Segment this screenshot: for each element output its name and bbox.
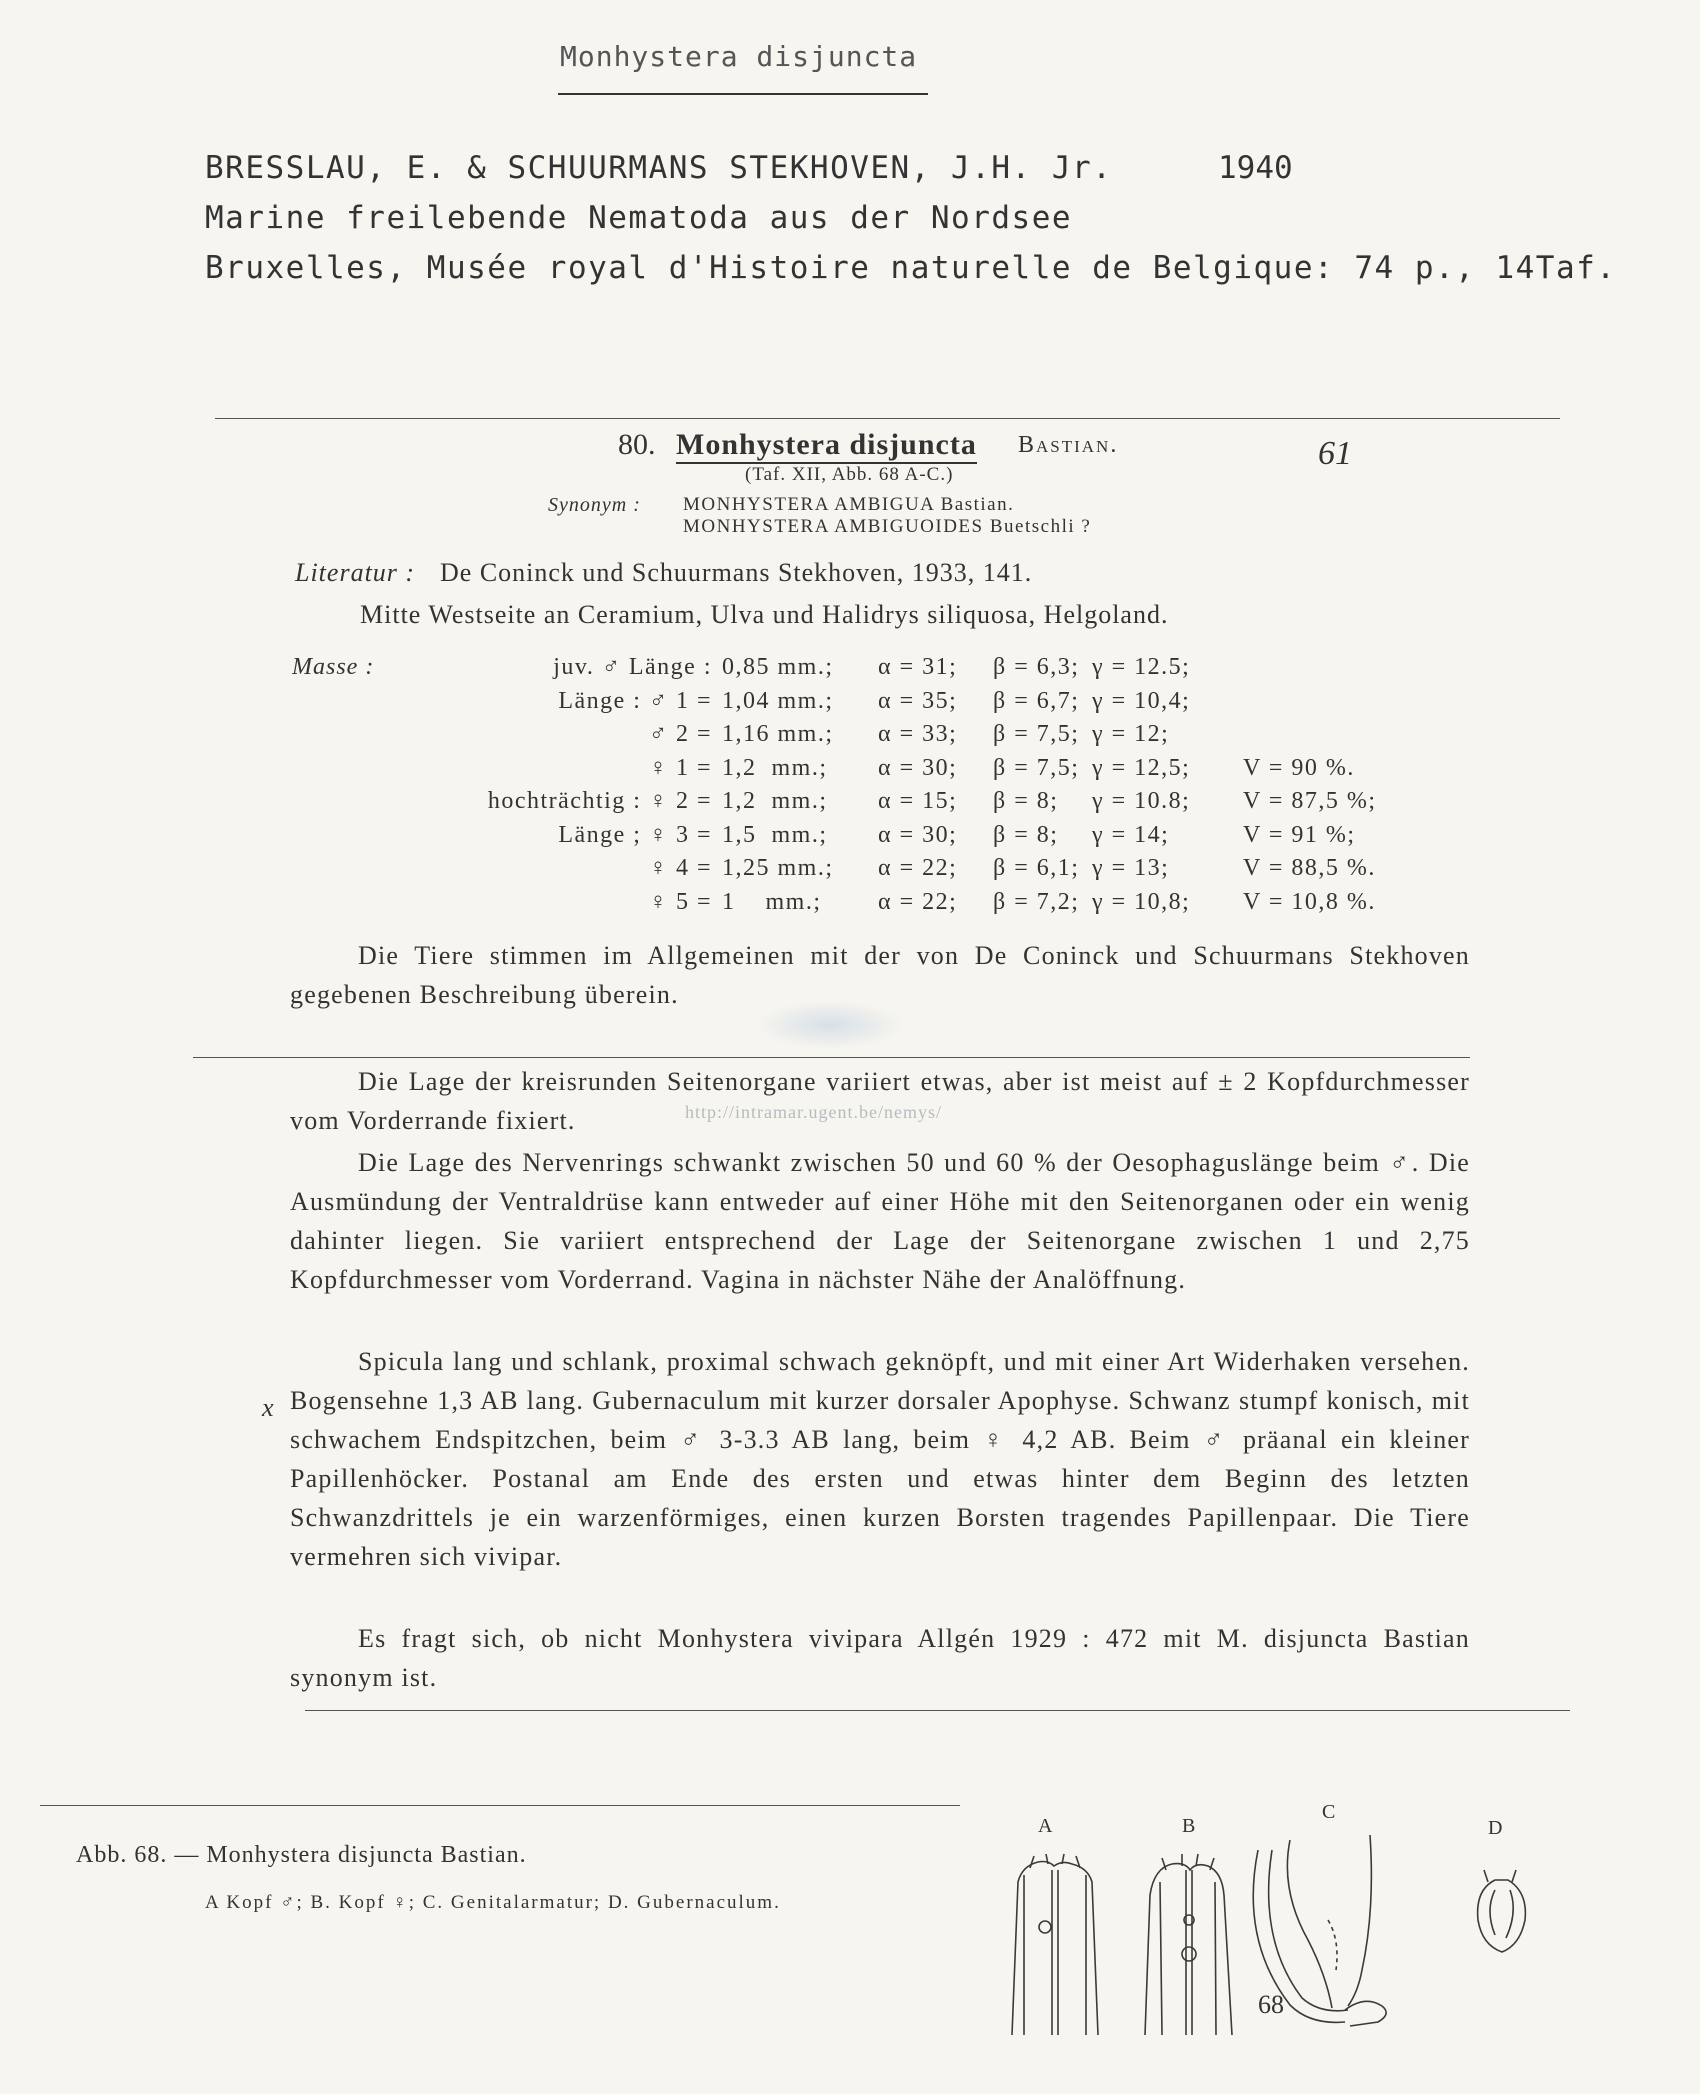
measurement-gamma: γ = 12.5; [1092, 654, 1191, 680]
literature-reference: De Coninck und Schuurmans Stekhoven, 1933, 141. [440, 558, 1033, 587]
measurement-beta: β = 8; [993, 821, 1059, 848]
paragraph-text: Es fragt sich, ob nicht Monhystera vivipara Allgén 1929 : 472 mit M. disjuncta Bastian synonym ist. [290, 1624, 1470, 1692]
clipping-top-rule [215, 418, 1560, 419]
measurement-gamma: γ = 12; [1092, 721, 1170, 747]
measurement-gamma: γ = 10,8; [1092, 888, 1191, 915]
measurement-beta: β = 8; [993, 788, 1059, 814]
measurement-alpha: α = 31; [878, 654, 958, 680]
measurement-prefix: juv. ♂ Länge : [553, 654, 712, 680]
species-name: Monhystera disjuncta [676, 428, 977, 464]
figure-label-d: D [1488, 1817, 1503, 1839]
measurement-prefix: ♂ 2 = [648, 721, 712, 747]
paragraph-text: Die Lage der kreisrunden Seitenorgane variiert etwas, aber ist meist auf ± 2 Kopfdurchmesser vom Vorderrande fixiert. [290, 1067, 1470, 1135]
measurement-length: 1,25 mm.; [722, 855, 834, 881]
watermark-logo [755, 1000, 905, 1050]
figure-subcaption: A Kopf ♂; B. Kopf ♀; C. Genitalarmatur; D. Gubernaculum. [205, 1892, 781, 1913]
measurement-beta: β = 7,5; [993, 754, 1080, 781]
card-title: Monhystera disjuncta [560, 40, 918, 73]
measurement-prefix: Länge ; ♀ 3 = [558, 821, 712, 848]
measurement-alpha: α = 35; [878, 687, 958, 714]
measurement-alpha: α = 30; [878, 821, 958, 848]
measurement-length: 1,2 mm.; [722, 788, 828, 814]
figure-b-head-female-drawing [1145, 1854, 1232, 2035]
reference-title: Marine freilebende Nematoda aus der Nordsee [205, 200, 1073, 236]
card-title-underline [558, 93, 928, 95]
measurement-length: 1,2 mm.; [722, 754, 828, 781]
synonym-label: Synonym : [548, 494, 641, 516]
measurement-gamma: γ = 10,4; [1092, 687, 1191, 714]
paragraph-text: Spicula lang und schlank, proximal schwach geknöpft, und mit einer Art Widerhaken versehen. Bogensehne 1,3 AB lang. Gubernaculum mit kurzer dorsaler Apophyse. Schwanz stumpf konisch, mit schwachem Endspitzchen, beim ♂ 3-3.3 AB lang, beim ♀ 4,2 AB. Beim ♂ präanal ein kleiner Papillenhöcker. Postanal am Ende des ersten und etwas hinter dem Beginn des letzten Schwanzdrittels je ein warzenförmiges, einen kurzen Borsten tragendes Papillenpaar. Die Tiere vermehren sich vivipar. [290, 1347, 1470, 1571]
figure-label-b: B [1182, 1815, 1196, 1837]
paragraph-synonymy [290, 1619, 1470, 1697]
measurement-prefix: hochträchtig : ♀ 2 = [487, 788, 712, 814]
locality-text: Mitte Westseite an Ceramium, Ulva und Halidrys siliquosa, Helgoland. [360, 600, 1169, 629]
measurement-beta: β = 6,7; [993, 687, 1080, 714]
measurement-gamma: γ = 10.8; [1092, 788, 1191, 814]
measurement-vulva: V = 10,8 %. [1243, 888, 1376, 915]
synonym-item: MONHYSTERA AMBIGUA Bastian. [683, 494, 1015, 515]
measurement-prefix: ♀ 4 = [648, 855, 712, 881]
measurement-prefix: ♀ 5 = [648, 888, 712, 915]
measurement-gamma: γ = 13; [1092, 855, 1170, 881]
reference-publication: Bruxelles, Musée royal d'Histoire naturelle de Belgique: 74 p., 14Taf. [205, 250, 1617, 286]
measurement-vulva: V = 90 %. [1243, 754, 1355, 781]
synonym-item: MONHYSTERA AMBIGUOIDES Buetschli ? [683, 516, 1092, 537]
paragraph-lateral-organs [290, 1062, 1470, 1140]
paragraph-nerve-ring [290, 1143, 1470, 1299]
measurement-length: 1,5 mm.; [722, 821, 828, 848]
measurement-prefix: Länge : ♂ 1 = [558, 687, 712, 714]
measurement-gamma: γ = 14; [1092, 821, 1170, 848]
figure-label-a: A [1038, 1815, 1053, 1837]
paragraph-spicula [290, 1342, 1470, 1576]
measurement-length: 1,16 mm.; [722, 721, 834, 747]
measurements-label: Masse : [292, 654, 375, 680]
measurement-length: 1,04 mm.; [722, 687, 834, 714]
measurement-vulva: V = 91 %; [1243, 821, 1356, 848]
measurement-beta: β = 7,5; [993, 721, 1080, 747]
measurement-beta: β = 6,1; [993, 855, 1080, 881]
measurement-alpha: α = 15; [878, 788, 958, 814]
figure-d-gubernaculum-drawing [1478, 1870, 1526, 1952]
measurement-beta: β = 6,3; [993, 654, 1080, 680]
figure-caption: Abb. 68. — Monhystera disjuncta Bastian. [76, 1842, 527, 1868]
reference-authors: BRESSLAU, E. & SCHUURMANS STEKHOVEN, J.H. Jr. [205, 150, 1113, 186]
paragraph-text: Die Lage des Nervenrings schwankt zwischen 50 und 60 % der Oesophaguslänge beim ♂. Die Ausmündung der Ventraldrüse kann entweder auf einer Höhe mit den Seitenorganen oder ein wenig dahinter liegen. Sie variiert entsprechend der Lage der Seitenorgane zwischen 1 und 2,75 Kopfdurchmesser vom Vorderrand. Vagina in nächster Nähe der Analöffnung. [290, 1148, 1470, 1294]
reference-year: 1940 [1218, 150, 1293, 186]
measurement-vulva: V = 88,5 %. [1243, 855, 1376, 881]
plate-reference: (Taf. XII, Abb. 68 A-C.) [745, 464, 954, 485]
measurement-alpha: α = 22; [878, 888, 958, 915]
watermark-url: http://intramar.ugent.be/nemys/ [685, 1102, 942, 1122]
measurement-alpha: α = 22; [878, 855, 958, 881]
caption-rule [40, 1805, 960, 1806]
figure-number: 68 [1258, 1990, 1284, 2019]
literature-label: Literatur : [295, 558, 416, 587]
paragraph-text: Die Tiere stimmen im Allgemeinen mit der von De Coninck und Schuurmans Stekhoven gegebenen Beschreibung überein. [290, 941, 1470, 1009]
measurement-vulva: V = 87,5 %; [1243, 788, 1377, 814]
figure-label-c: C [1322, 1801, 1336, 1823]
measurement-beta: β = 7,2; [993, 888, 1080, 915]
clipping-lower-rule [305, 1710, 1570, 1711]
measurement-gamma: γ = 12,5; [1092, 754, 1191, 781]
measurement-alpha: α = 30; [878, 754, 958, 781]
species-number: 80. [618, 428, 656, 461]
measurement-prefix: ♀ 1 = [648, 754, 712, 781]
clipping-middle-rule [193, 1057, 1470, 1058]
measurement-length: 0,85 mm.; [722, 654, 834, 680]
handwritten-page-annotation: 61 [1318, 435, 1352, 472]
species-author: Bastian. [1018, 432, 1119, 458]
measurement-length: 1 mm.; [722, 888, 822, 915]
measurement-alpha: α = 33; [878, 721, 958, 747]
handwritten-margin-mark: x [262, 1393, 274, 1422]
figure-a-head-male-drawing [1012, 1854, 1098, 2035]
